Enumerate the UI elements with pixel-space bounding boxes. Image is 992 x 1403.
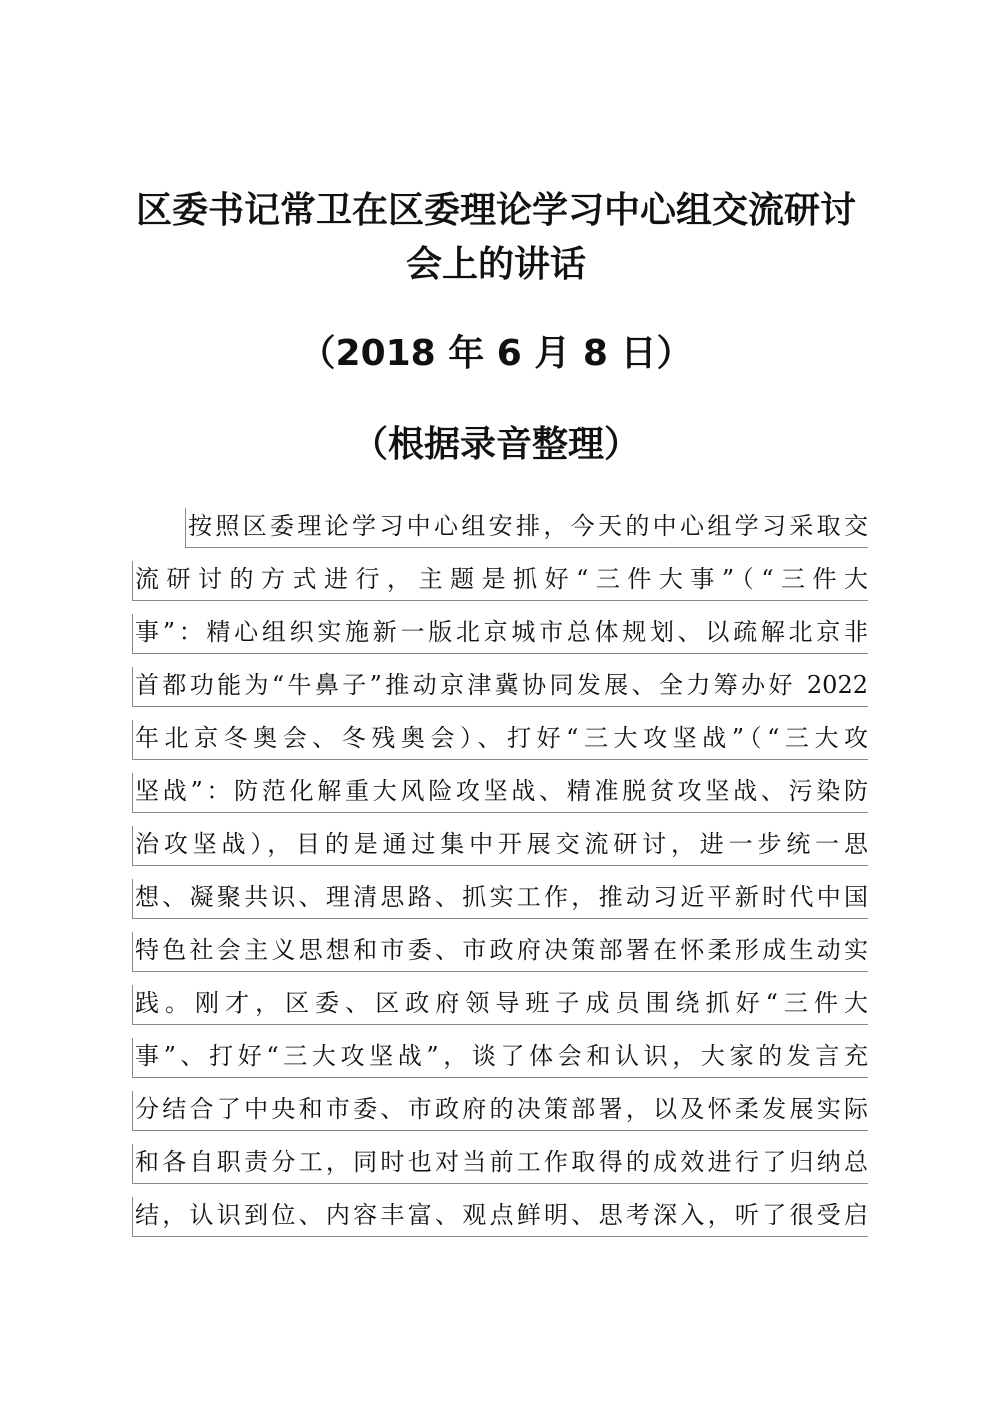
body-line: 治攻坚战），目的是通过集中开展交流研讨，进一步统一思 (132, 826, 868, 866)
document-note: （根据录音整理） (351, 424, 640, 465)
document-title-line-1: 区委书记常卫在区委理论学习中心组交流研讨 (135, 190, 856, 231)
document-date: （2018 年 6 月 8 日） (299, 333, 693, 374)
body-line: 事”：精心组织实施新一版北京城市总体规划、以疏解北京非 (132, 614, 868, 654)
body-line: 按照区委理论学习中心组安排，今天的中心组学习采取交 (185, 508, 868, 548)
body-line: 想、凝聚共识、理清思路、抓实工作，推动习近平新时代中国 (132, 879, 868, 919)
body-line: 事”、打好“三大攻坚战”，谈了体会和认识，大家的发言充 (132, 1038, 868, 1078)
body-line: 分结合了中央和市委、市政府的决策部署，以及怀柔发展实际 (132, 1091, 868, 1131)
body-line: 特色社会主义思想和市委、市政府决策部署在怀柔形成生动实 (132, 932, 868, 972)
body-line: 首都功能为“牛鼻子”推动京津冀协同发展、全力筹办好 2022 (132, 667, 868, 707)
body-line: 结，认识到位、内容丰富、观点鲜明、思考深入，听了很受启 (132, 1197, 868, 1237)
body-line: 流研讨的方式进行，主题是抓好“三件大事”（“三件大 (132, 561, 868, 601)
body-line: 坚战”：防范化解重大风险攻坚战、精准脱贫攻坚战、污染防 (132, 773, 868, 813)
body-line: 年北京冬奥会、冬残奥会）、打好“三大攻坚战”（“三大攻 (132, 720, 868, 760)
body-line: 和各自职责分工，同时也对当前工作取得的成效进行了归纳总 (132, 1144, 868, 1184)
document-title-line-2: 会上的讲话 (405, 244, 586, 285)
body-line: 践。刚才，区委、区政府领导班子成员围绕抓好“三件大 (132, 985, 868, 1025)
